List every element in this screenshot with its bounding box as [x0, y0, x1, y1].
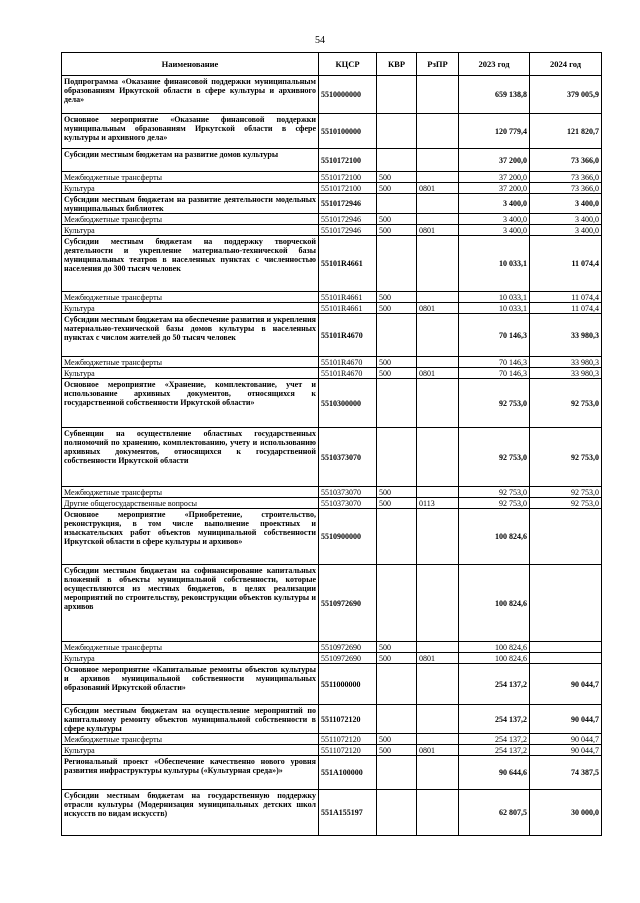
cell-code: 5511000000 [319, 664, 377, 705]
cell-rzpr [417, 172, 459, 183]
table-row [62, 653, 602, 664]
cell-rzpr: 0801 [417, 653, 459, 664]
cell-y2024: 92 753,0 [530, 379, 602, 428]
cell-rzpr [417, 734, 459, 745]
cell-code: 5510000000 [319, 76, 377, 114]
cell-rzpr: 0801 [417, 745, 459, 756]
cell-y2023: 92 753,0 [459, 487, 530, 498]
table-row [62, 565, 602, 642]
cell-y2024: 33 980,3 [530, 357, 602, 368]
table-row [62, 183, 602, 194]
cell-name: Подпрограмма «Оказание финансовой поддержки муниципальным образованиям Иркутской области в сфере культуры и архивного дела» [62, 76, 319, 114]
cell-y2024: 33 980,3 [530, 368, 602, 379]
cell-y2023: 10 033,1 [459, 292, 530, 303]
header-code: КЦСР [319, 53, 377, 76]
cell-rzpr: 0801 [417, 225, 459, 236]
table-row [62, 368, 602, 379]
cell-kvr [377, 379, 417, 428]
cell-rzpr [417, 292, 459, 303]
cell-code: 55101R4661 [319, 303, 377, 314]
table-row [62, 303, 602, 314]
cell-kvr: 500 [377, 642, 417, 653]
cell-name: Межбюджетные трансферты [62, 292, 319, 303]
cell-y2023: 254 137,2 [459, 705, 530, 734]
cell-kvr [377, 236, 417, 292]
cell-kvr: 500 [377, 225, 417, 236]
cell-rzpr [417, 790, 459, 836]
cell-name: Субсидии местным бюджетам на софинансирование капитальных вложений в объекты муниципальной собственности, которые осуществляются из местных бюджетов, в целях реализации мероприятий по строительству, реконструкции объектов культуры и архивов [62, 565, 319, 642]
cell-y2023: 62 807,5 [459, 790, 530, 836]
cell-y2023: 254 137,2 [459, 664, 530, 705]
cell-code: 5510972690 [319, 642, 377, 653]
cell-kvr [377, 705, 417, 734]
cell-y2024: 3 400,0 [530, 225, 602, 236]
table-row [62, 149, 602, 172]
table-row [62, 428, 602, 487]
cell-code: 5510100000 [319, 114, 377, 149]
cell-rzpr [417, 76, 459, 114]
cell-kvr: 500 [377, 214, 417, 225]
cell-kvr: 500 [377, 653, 417, 664]
cell-kvr [377, 76, 417, 114]
cell-kvr: 500 [377, 357, 417, 368]
cell-y2024 [530, 642, 602, 653]
cell-rzpr [417, 357, 459, 368]
cell-code: 551A155197 [319, 790, 377, 836]
cell-code: 55101R4670 [319, 357, 377, 368]
table-row [62, 225, 602, 236]
cell-y2024: 74 387,5 [530, 756, 602, 790]
cell-y2023: 37 200,0 [459, 149, 530, 172]
cell-y2024: 33 980,3 [530, 314, 602, 357]
cell-code: 55101R4661 [319, 236, 377, 292]
cell-name: Культура [62, 368, 319, 379]
cell-code: 5510172100 [319, 183, 377, 194]
cell-kvr: 500 [377, 172, 417, 183]
cell-name: Региональный проект «Обеспечение качественно нового уровня развития инфраструктуры культуры («Культурная среда»)» [62, 756, 319, 790]
cell-name: Субвенции на осуществление областных государственных полномочий по хранению, комплектованию, учету и использованию архивных документов, относящихся к государственной собственности Иркутской области [62, 428, 319, 487]
cell-kvr [377, 149, 417, 172]
table-row [62, 114, 602, 149]
cell-y2024: 92 753,0 [530, 428, 602, 487]
cell-kvr [377, 428, 417, 487]
cell-y2024: 73 366,0 [530, 183, 602, 194]
cell-name: Основное мероприятие «Приобретение, строительство, реконструкция, в том числе выполнение проектных и изыскательских работ объектов муниципальной собственности Иркутской области в сфере культуры и архивов» [62, 509, 319, 565]
header-rzpr: РзПР [417, 53, 459, 76]
table-row [62, 214, 602, 225]
cell-y2024: 379 005,9 [530, 76, 602, 114]
cell-y2024: 3 400,0 [530, 194, 602, 214]
cell-rzpr [417, 756, 459, 790]
cell-kvr: 500 [377, 487, 417, 498]
table-row [62, 236, 602, 292]
cell-y2024 [530, 509, 602, 565]
cell-kvr [377, 790, 417, 836]
table-row [62, 734, 602, 745]
cell-name: Межбюджетные трансферты [62, 487, 319, 498]
header-2024: 2024 год [530, 53, 602, 76]
cell-name: Межбюджетные трансферты [62, 172, 319, 183]
cell-kvr [377, 756, 417, 790]
table-row [62, 292, 602, 303]
page-number: 54 [315, 35, 325, 46]
cell-code: 551A100000 [319, 756, 377, 790]
cell-y2023: 254 137,2 [459, 734, 530, 745]
cell-rzpr [417, 509, 459, 565]
table-row [62, 498, 602, 509]
cell-y2023: 254 137,2 [459, 745, 530, 756]
table-row [62, 357, 602, 368]
cell-y2023: 100 824,6 [459, 653, 530, 664]
table-row [62, 642, 602, 653]
cell-y2024: 11 074,4 [530, 292, 602, 303]
cell-code: 5510373070 [319, 498, 377, 509]
cell-code: 5510972690 [319, 565, 377, 642]
table-row [62, 172, 602, 183]
cell-y2024: 121 820,7 [530, 114, 602, 149]
cell-name: Межбюджетные трансферты [62, 357, 319, 368]
cell-rzpr: 0113 [417, 498, 459, 509]
cell-kvr: 500 [377, 303, 417, 314]
cell-code: 5510172946 [319, 225, 377, 236]
cell-y2024: 3 400,0 [530, 214, 602, 225]
table-row [62, 790, 602, 836]
table-row [62, 705, 602, 734]
table-header-row [62, 53, 602, 76]
cell-kvr: 500 [377, 292, 417, 303]
cell-kvr [377, 314, 417, 357]
header-kvr: КВР [377, 53, 417, 76]
cell-name: Субсидии местным бюджетам на развитие домов культуры [62, 149, 319, 172]
cell-y2023: 10 033,1 [459, 303, 530, 314]
cell-y2023: 3 400,0 [459, 214, 530, 225]
cell-code: 5511072120 [319, 705, 377, 734]
cell-y2023: 120 779,4 [459, 114, 530, 149]
cell-y2023: 92 753,0 [459, 379, 530, 428]
cell-rzpr [417, 664, 459, 705]
cell-code: 55101R4670 [319, 314, 377, 357]
cell-rzpr [417, 114, 459, 149]
table-row [62, 194, 602, 214]
cell-rzpr [417, 236, 459, 292]
cell-kvr: 500 [377, 734, 417, 745]
cell-name: Субсидии местным бюджетам на осуществление мероприятий по капитальному ремонту объектов муниципальной собственности в сфере культуры [62, 705, 319, 734]
cell-kvr: 500 [377, 498, 417, 509]
table-row [62, 745, 602, 756]
cell-code: 5511072120 [319, 734, 377, 745]
cell-rzpr: 0801 [417, 303, 459, 314]
cell-rzpr: 0801 [417, 368, 459, 379]
cell-y2024 [530, 565, 602, 642]
cell-name: Другие общегосударственные вопросы [62, 498, 319, 509]
cell-code: 5510172946 [319, 194, 377, 214]
cell-name: Основное мероприятие «Хранение, комплектование, учет и использование архивных документов, относящихся к государственной собственности Иркутской области» [62, 379, 319, 428]
table-row [62, 487, 602, 498]
table-row [62, 664, 602, 705]
cell-name: Культура [62, 225, 319, 236]
table-row [62, 756, 602, 790]
cell-rzpr [417, 487, 459, 498]
cell-y2023: 70 146,3 [459, 357, 530, 368]
header-name: Наименование [62, 53, 319, 76]
cell-y2023: 10 033,1 [459, 236, 530, 292]
cell-y2024: 73 366,0 [530, 172, 602, 183]
cell-y2024: 11 074,4 [530, 303, 602, 314]
cell-kvr [377, 114, 417, 149]
cell-y2024: 90 044,7 [530, 745, 602, 756]
cell-rzpr [417, 214, 459, 225]
cell-name: Субсидии местным бюджетам на государственную поддержку отрасли культуры (Модернизация муниципальных детских школ искусств по видам искусств) [62, 790, 319, 836]
cell-name: Основное мероприятие «Оказание финансовой поддержки муниципальным образованиям Иркутской области в сфере культуры и архивного дела» [62, 114, 319, 149]
cell-y2024 [530, 653, 602, 664]
budget-table [61, 52, 602, 836]
cell-name: Субсидии местным бюджетам на поддержку творческой деятельности и укрепление материально-технической базы муниципальных театров в населенных пунктах с численностью населения до 300 тысяч человек [62, 236, 319, 292]
cell-rzpr [417, 149, 459, 172]
cell-rzpr [417, 565, 459, 642]
cell-code: 5510972690 [319, 653, 377, 664]
cell-y2024: 92 753,0 [530, 487, 602, 498]
cell-code: 5510373070 [319, 428, 377, 487]
cell-y2024: 73 366,0 [530, 149, 602, 172]
cell-rzpr [417, 379, 459, 428]
cell-y2024: 90 044,7 [530, 664, 602, 705]
cell-y2023: 37 200,0 [459, 172, 530, 183]
cell-kvr: 500 [377, 745, 417, 756]
cell-name: Субсидии местным бюджетам на обеспечение развития и укрепления материально-технической базы домов культуры в населенных пунктах с числом жителей до 50 тысяч человек [62, 314, 319, 357]
cell-y2023: 3 400,0 [459, 225, 530, 236]
cell-y2023: 3 400,0 [459, 194, 530, 214]
cell-rzpr [417, 314, 459, 357]
cell-kvr [377, 565, 417, 642]
cell-code: 5510172946 [319, 214, 377, 225]
cell-y2023: 70 146,3 [459, 314, 530, 357]
cell-name: Культура [62, 653, 319, 664]
cell-name: Межбюджетные трансферты [62, 734, 319, 745]
cell-y2024: 11 074,4 [530, 236, 602, 292]
cell-code: 5510373070 [319, 487, 377, 498]
cell-name: Основное мероприятие «Капитальные ремонты объектов культуры и архивов муниципальной собственности муниципальных образований Иркутской области» [62, 664, 319, 705]
cell-rzpr [417, 194, 459, 214]
cell-code: 5511072120 [319, 745, 377, 756]
cell-kvr [377, 194, 417, 214]
cell-name: Культура [62, 745, 319, 756]
cell-code: 55101R4661 [319, 292, 377, 303]
table-row [62, 509, 602, 565]
cell-y2024: 90 044,7 [530, 705, 602, 734]
table-row [62, 314, 602, 357]
cell-code: 5510900000 [319, 509, 377, 565]
cell-y2023: 90 644,6 [459, 756, 530, 790]
header-2023: 2023 год [459, 53, 530, 76]
cell-code: 5510172100 [319, 149, 377, 172]
cell-name: Межбюджетные трансферты [62, 642, 319, 653]
cell-rzpr [417, 428, 459, 487]
cell-y2023: 92 753,0 [459, 498, 530, 509]
cell-code: 5510300000 [319, 379, 377, 428]
cell-y2023: 659 138,8 [459, 76, 530, 114]
cell-y2023: 100 824,6 [459, 509, 530, 565]
cell-y2024: 90 044,7 [530, 734, 602, 745]
cell-y2024: 92 753,0 [530, 498, 602, 509]
cell-y2024: 30 000,0 [530, 790, 602, 836]
cell-rzpr [417, 642, 459, 653]
cell-y2023: 100 824,6 [459, 565, 530, 642]
cell-y2023: 37 200,0 [459, 183, 530, 194]
cell-name: Межбюджетные трансферты [62, 214, 319, 225]
cell-code: 5510172100 [319, 172, 377, 183]
cell-name: Культура [62, 303, 319, 314]
cell-kvr [377, 664, 417, 705]
cell-kvr [377, 509, 417, 565]
table-body [62, 76, 602, 836]
cell-name: Субсидии местным бюджетам на развитие деятельности модельных муниципальных библиотек [62, 194, 319, 214]
cell-name: Культура [62, 183, 319, 194]
cell-y2023: 70 146,3 [459, 368, 530, 379]
cell-rzpr: 0801 [417, 183, 459, 194]
cell-kvr: 500 [377, 183, 417, 194]
cell-y2023: 100 824,6 [459, 642, 530, 653]
cell-code: 55101R4670 [319, 368, 377, 379]
cell-rzpr [417, 705, 459, 734]
table-row [62, 379, 602, 428]
cell-y2023: 92 753,0 [459, 428, 530, 487]
table-row [62, 76, 602, 114]
cell-kvr: 500 [377, 368, 417, 379]
